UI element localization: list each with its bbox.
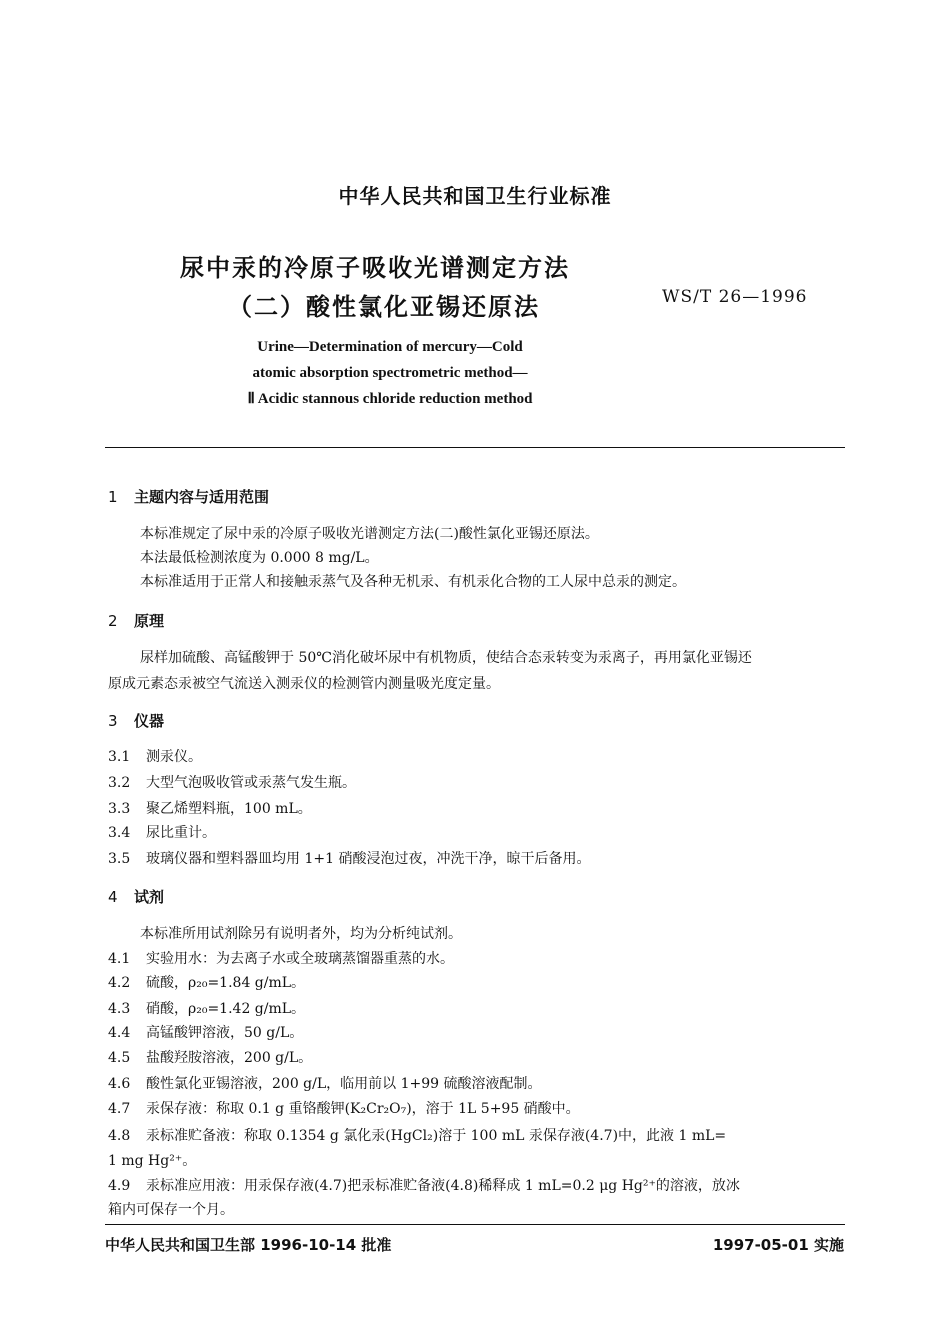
item-text: 汞标准贮备液：称取 0.1354 g 氯化汞(HgCl₂)溶于 100 mL 汞保存液(4.7)中，此液 1 mL=: [146, 1128, 727, 1144]
section-number: 1: [108, 488, 118, 506]
item-text: 硝酸，ρ₂₀=1.42 g/mL。: [146, 1001, 306, 1017]
section-1-heading: [108, 486, 269, 507]
section-3-heading: [108, 710, 164, 731]
item-number: 4.2: [108, 975, 131, 991]
effective-date: 1997-05-01 实施: [712, 1236, 844, 1254]
item-number: 4.1: [108, 951, 131, 967]
list-item: [108, 770, 356, 796]
item-number: 3.4: [108, 825, 131, 841]
item-number: 4.6: [108, 1076, 131, 1092]
section-title: 仪器: [134, 712, 165, 730]
list-item: [108, 744, 202, 770]
item-number: 4.9: [108, 1178, 131, 1194]
s1-paragraph-3: 本标准适用于正常人和接触汞蒸气及各种无机汞、有机汞化合物的工人尿中总汞的测定。: [140, 574, 686, 590]
item-number: 3.5: [108, 851, 131, 867]
item-text: 酸性氯化亚锡溶液，200 g/L，临用前以 1+99 硫酸溶液配制。: [146, 1076, 542, 1092]
item-number: 3.1: [108, 749, 131, 765]
english-title: [0, 334, 780, 412]
header-divider: [105, 447, 845, 448]
footer-divider: [105, 1224, 845, 1225]
section-number: 2: [108, 612, 118, 630]
item-text: 高锰酸钾溶液，50 g/L。: [146, 1025, 304, 1041]
s1-paragraph-1: 本标准规定了尿中汞的冷原子吸收光谱测定方法(二)酸性氯化亚锡还原法。: [140, 526, 599, 542]
item-text: 硫酸，ρ₂₀=1.84 g/mL。: [146, 975, 306, 991]
item-text: 聚乙烯塑料瓶，100 mL。: [146, 801, 312, 817]
item-text: 实验用水：为去离子水或全玻璃蒸馏器重蒸的水。: [146, 951, 454, 967]
item-number: 4.7: [108, 1101, 131, 1117]
list-item: [108, 820, 216, 846]
item-text: 大型气泡吸收管或汞蒸气发生瓶。: [146, 775, 356, 791]
title-line-2: （二）酸性氯化亚锡还原法: [228, 293, 540, 321]
section-4-heading: [108, 886, 164, 907]
s1-paragraph-2: 本法最低检测浓度为 0.000 8 mg/L。: [140, 550, 379, 566]
issuing-organization: 中华人民共和国卫生行业标准: [338, 184, 612, 208]
section-title: 试剂: [134, 888, 165, 906]
list-item: [108, 1071, 542, 1097]
list-item-continuation: 1 mg Hg²⁺。: [108, 1153, 197, 1169]
s2-paragraph-line-2: 原成元素态汞被空气流送入测汞仪的检测管内测量吸光度定量。: [108, 676, 500, 692]
list-item: [108, 796, 312, 822]
s2-paragraph-line-1: 尿样加硫酸、高锰酸钾于 50℃消化破坏尿中有机物质，使结合态汞转变为汞离子，再用氯化亚锡还: [140, 650, 752, 666]
item-text: 汞保存液：称取 0.1 g 重铬酸钾(K₂Cr₂O₇)，溶于 1L 5+95 硝酸中。: [146, 1101, 580, 1117]
section-number: 3: [108, 712, 118, 730]
standard-code: WS/T 26—1996: [662, 287, 808, 307]
item-text: 测汞仪。: [146, 749, 202, 765]
english-title-line-3: Ⅱ Acidic stannous chloride reduction method: [247, 391, 533, 407]
title-line-1: 尿中汞的冷原子吸收光谱测定方法: [180, 254, 570, 282]
approval-date: 中华人民共和国卫生部 1996-10-14 批准: [105, 1236, 392, 1254]
list-item: [108, 1173, 740, 1199]
english-title-line-2: atomic absorption spectrometric method—: [252, 365, 528, 381]
item-text: 尿比重计。: [146, 825, 216, 841]
item-number: 4.5: [108, 1050, 131, 1066]
item-number: 3.3: [108, 801, 131, 817]
list-item: [108, 1123, 726, 1149]
english-title-line-1: Urine—Determination of mercury—Cold: [257, 339, 523, 355]
list-item: [108, 946, 454, 972]
section-number: 4: [108, 888, 118, 906]
section-title: 原理: [134, 612, 165, 630]
item-text: 盐酸羟胺溶液，200 g/L。: [146, 1050, 313, 1066]
item-text: 玻璃仪器和塑料器皿均用 1+1 硝酸浸泡过夜，冲洗干净，晾干后备用。: [146, 851, 591, 867]
list-item-continuation: 箱内可保存一个月。: [108, 1202, 234, 1218]
section-title: 主题内容与适用范围: [134, 488, 270, 506]
item-number: 4.3: [108, 1001, 131, 1017]
list-item: [108, 846, 590, 872]
item-number: 3.2: [108, 775, 131, 791]
item-text: 汞标准应用液：用汞保存液(4.7)把汞标准贮备液(4.8)稀释成 1 mL=0.2 μg Hg²⁺的溶液，放冰: [146, 1178, 740, 1194]
list-item: [108, 1020, 303, 1046]
item-number: 4.8: [108, 1128, 131, 1144]
list-item: [108, 1045, 312, 1071]
section-2-heading: [108, 610, 164, 631]
list-item: [108, 996, 305, 1022]
item-number: 4.4: [108, 1025, 131, 1041]
s4-intro: 本标准所用试剂除另有说明者外，均为分析纯试剂。: [140, 926, 462, 942]
list-item: [108, 970, 305, 996]
list-item: [108, 1096, 580, 1122]
